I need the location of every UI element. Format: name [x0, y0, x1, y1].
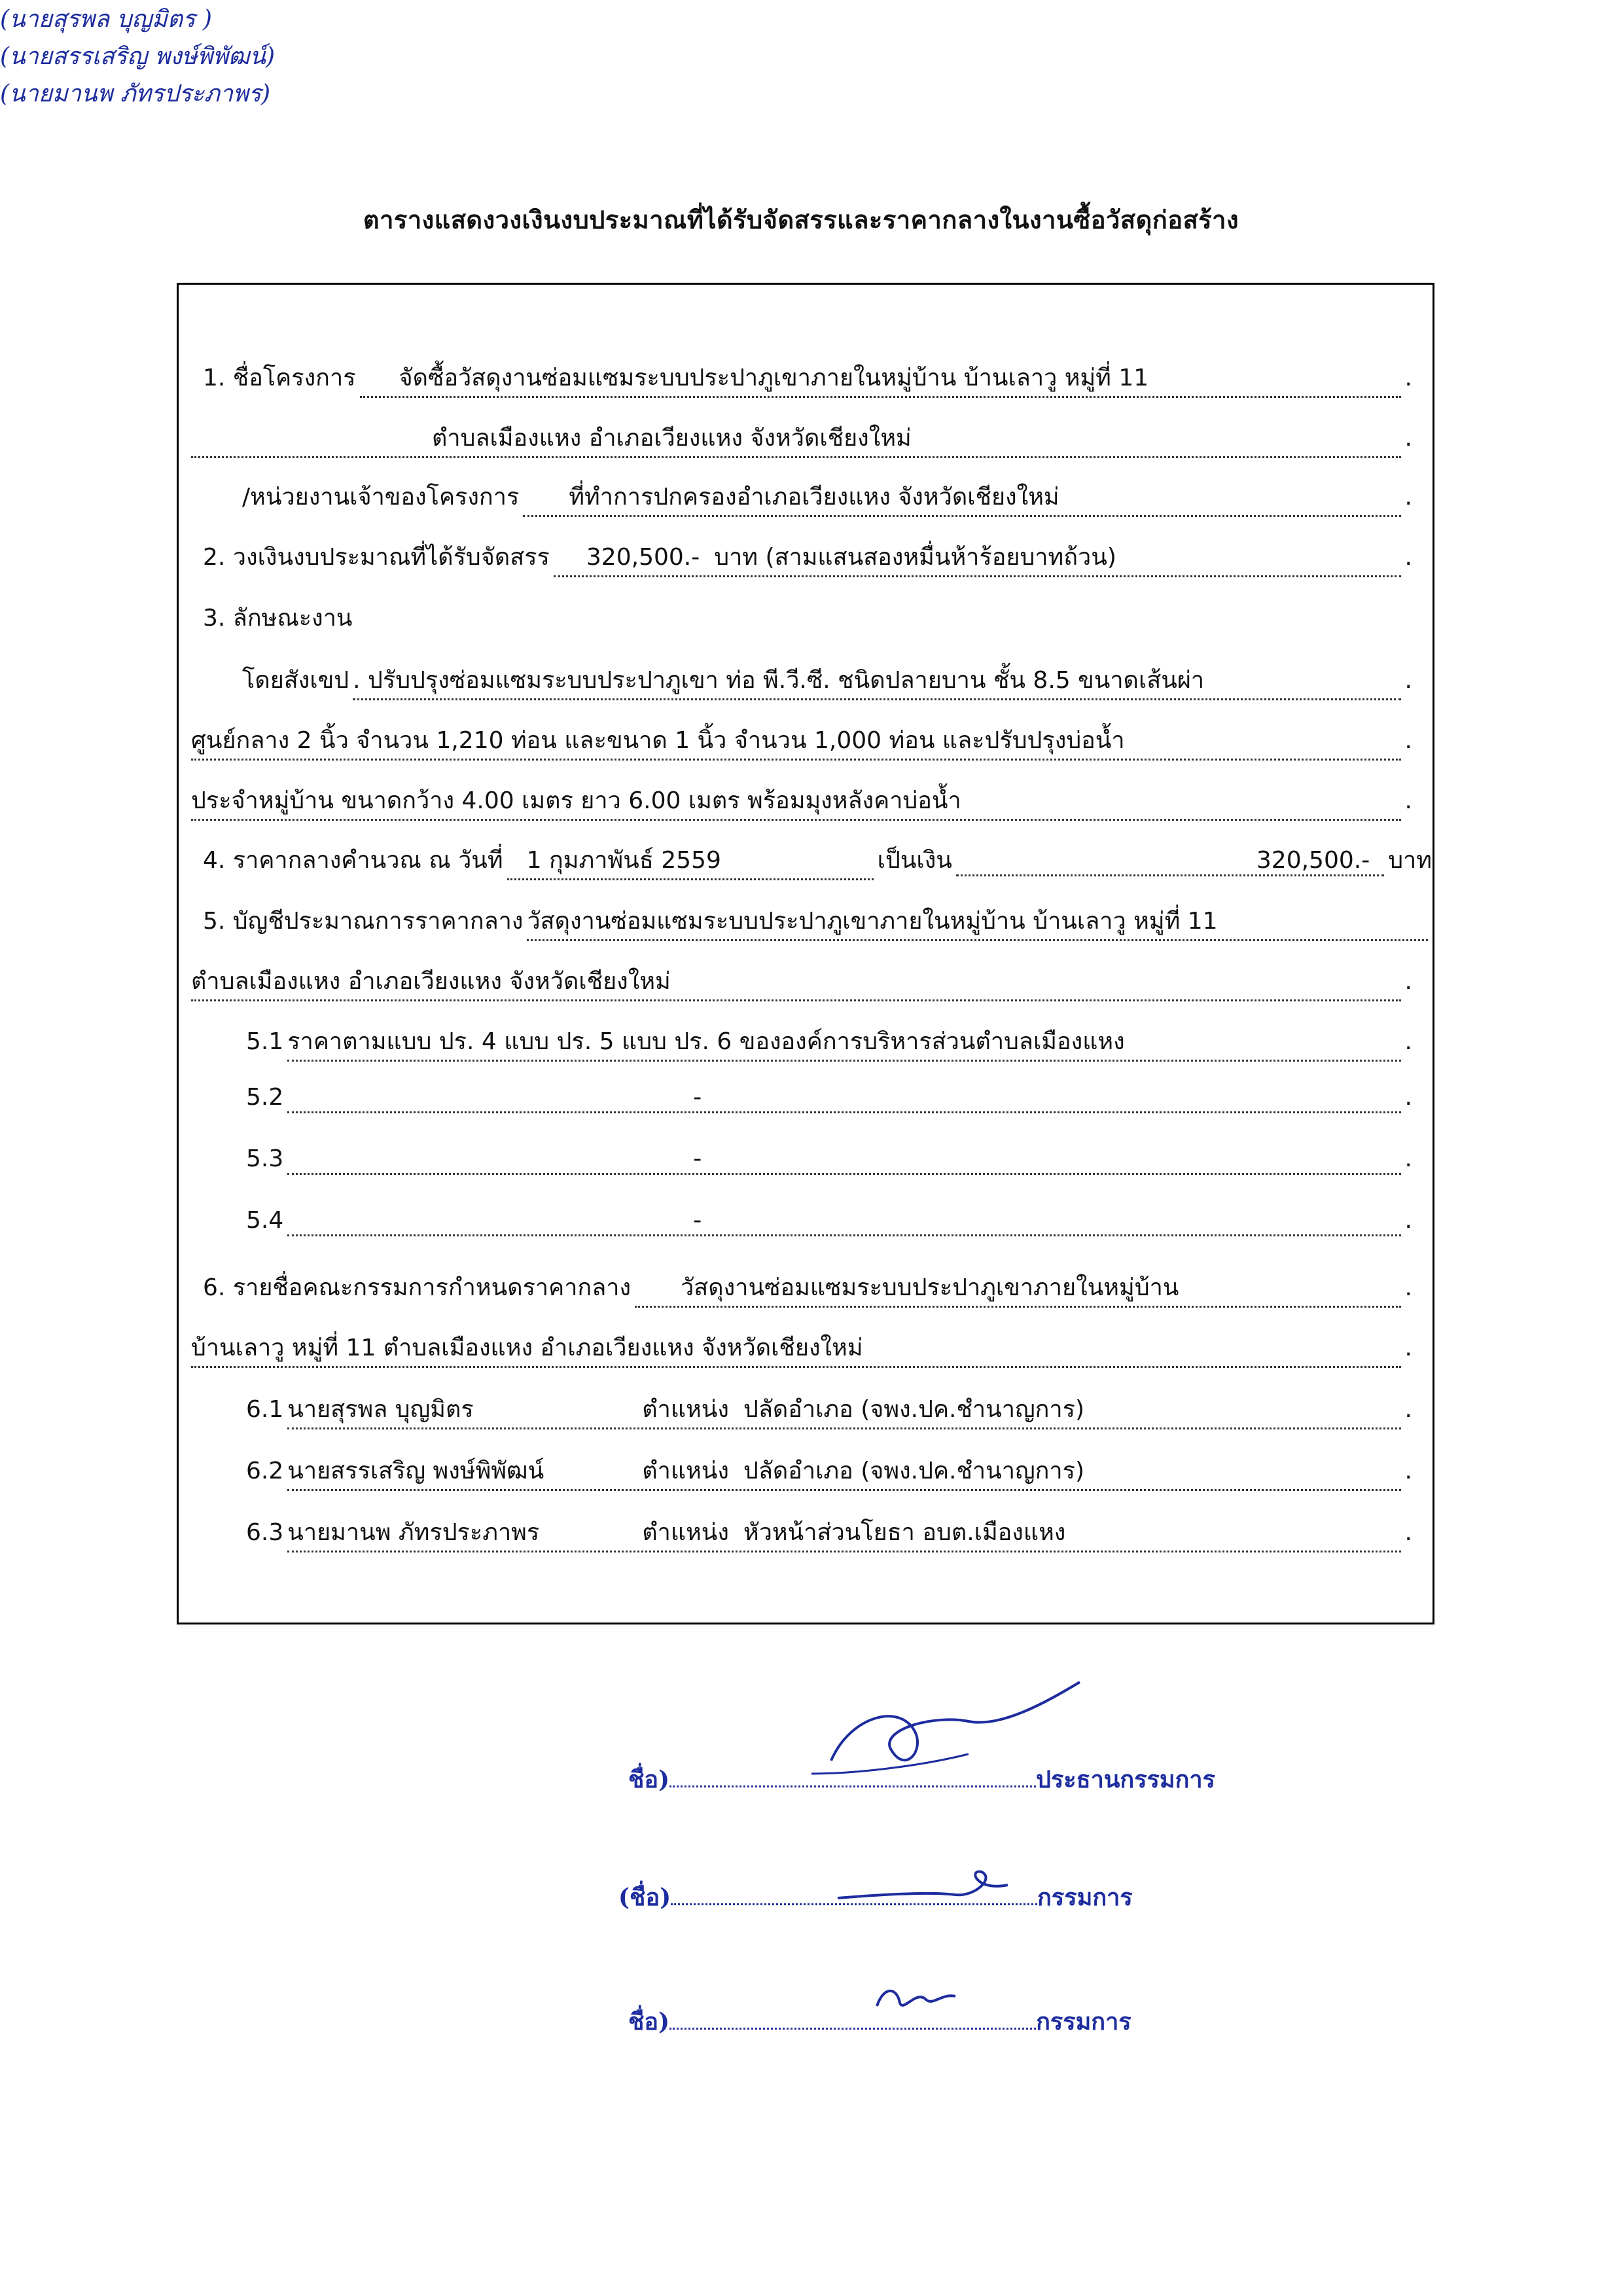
median-price-date: 1 กุมภาพันธ์ 2559: [526, 847, 721, 874]
signature-name-2: (นายสรรเสริญ พงษ์พิพัฒน์): [0, 43, 276, 70]
estimate-row: [203, 902, 1432, 941]
estimate-sub-text: ราคาตามแบบ ปร. 4 แบบ ปร. 5 แบบ ปร. 6 ขององค์การบริหารส่วนตำบลเมืองแหง: [287, 1028, 1125, 1055]
member-position: ปลัดอำเภอ (จพง.ปค.ชำนาญการ): [743, 1396, 1085, 1423]
median-price-unit: บาท: [1388, 847, 1432, 874]
estimate-sub-text: -: [693, 1207, 702, 1234]
member-name: นายสรรเสริญ พงษ์พิพัฒน์: [287, 1458, 544, 1484]
summary-label: โดยสังเขป: [242, 667, 349, 694]
median-price-money-label: เป็นเงิน: [877, 847, 952, 874]
signature-name-1: (นายสุรพล บุญมิตร ): [0, 6, 212, 33]
signature-row-3: [628, 2003, 1131, 2040]
member-position: หัวหน้าส่วนโยธา อบต.เมืองแหง: [743, 1519, 1066, 1546]
member-num: 6.3: [246, 1519, 284, 1546]
summary-line-1: . ปรับปรุงซ่อมแซมระบบประปาภูเขา ท่อ พี.วี.ซี. ชนิดปลายบาน ชั้น 8.5 ขนาดเส้นผ่า: [353, 667, 1205, 694]
estimate-sub-num: 5.1: [246, 1028, 284, 1055]
budget-text: บาท (สามแสนสองหมื่นห้าร้อยบาทถ้วน): [714, 544, 1116, 571]
work-type-label: 3. ลักษณะงาน: [203, 605, 353, 632]
signature-prefix: ชื่อ): [628, 2008, 670, 2036]
signature-name-3: (นายมานพ ภัทรประภาพร): [0, 81, 271, 107]
signature-row-2: [618, 1878, 1133, 1916]
document-title: ตารางแสดงวงเงินงบประมาณที่ได้รับจัดสรรและราคากลางในงานซื้อวัสดุก่อสร้าง: [363, 206, 1239, 234]
estimate-sub-5-3: 5.3 - .: [246, 1145, 1412, 1175]
owner-value: ที่ทำการปกครองอำเภอเวียงแหง จังหวัดเชียงใหม่: [569, 484, 1059, 511]
signature-role: กรรมการ: [1036, 2008, 1131, 2036]
owner-label: /หน่วยงานเจ้าของโครงการ: [242, 484, 520, 511]
estimate-row-2: ตำบลเมืองแหง อำเภอเวียงแหง จังหวัดเชียงใหม่ .: [191, 962, 1412, 1001]
signature-prefix: (ชื่อ): [618, 1884, 671, 1911]
committee-row-2: บ้านเลาวู หมู่ที่ 11 ตำบลเมืองแหง อำเภอเวียงแหง จังหวัดเชียงใหม่ .: [191, 1329, 1412, 1368]
budget-label: 2. วงเงินงบประมาณที่ได้รับจัดสรร: [203, 544, 550, 571]
estimate-sub-num: 5.3: [246, 1145, 284, 1172]
committee-member-6-2: 6.2 นายสรรเสริญ พงษ์พิพัฒน์ ตำแหน่ง ปลัดอำเภอ (จพง.ปค.ชำนาญการ) .: [246, 1452, 1412, 1491]
committee-line-2: บ้านเลาวู หมู่ที่ 11 ตำบลเมืองแหง อำเภอเวียงแหง จังหวัดเชียงใหม่: [191, 1335, 863, 1361]
summary-row-3: ประจำหมู่บ้าน ขนาดกว้าง 4.00 เมตร ยาว 6.00 เมตร พร้อมมุงหลังคาบ่อน้ำ .: [191, 781, 1412, 821]
summary-row-2: ศูนย์กลาง 2 นิ้ว จำนวน 1,210 ท่อน และขนาด 1 นิ้ว จำนวน 1,000 ท่อน และปรับปรุงบ่อน้ำ .: [191, 721, 1412, 761]
estimate-line-2: ตำบลเมืองแหง อำเภอเวียงแหง จังหวัดเชียงใหม่: [191, 968, 671, 995]
median-price-amount: 320,500.-: [1256, 847, 1370, 874]
member-position-label: ตำแหน่ง: [642, 1396, 729, 1423]
estimate-sub-5-4: 5.4 - .: [246, 1207, 1412, 1236]
project-location-value: ตำบลเมืองแหง อำเภอเวียงแหง จังหวัดเชียงใหม่: [432, 425, 912, 452]
signature-role: กรรมการ: [1037, 1884, 1133, 1911]
project-location-row: ตำบลเมืองแหง อำเภอเวียงแหง จังหวัดเชียงใหม่ .: [191, 419, 1412, 458]
median-price-row: [203, 841, 1432, 880]
signature-prefix: ชื่อ): [628, 1766, 670, 1793]
signature-role: ประธานกรรมการ: [1036, 1766, 1215, 1793]
estimate-sub-text: -: [693, 1145, 702, 1172]
member-name: นายสุรพล บุญมิตร: [287, 1396, 474, 1423]
summary-row-1: โดยสังเขป . ปรับปรุงซ่อมแซมระบบประปาภูเขา ท่อ พี.วี.ซี. ชนิดปลายบาน ชั้น 8.5 ขนาดเส้นผ่า .: [242, 661, 1412, 700]
project-name-label: 1. ชื่อโครงการ: [203, 365, 356, 391]
estimate-label: 5. บัญชีประมาณการราคากลาง: [203, 908, 524, 935]
estimate-sub-text: -: [693, 1084, 702, 1111]
estimate-line-1: วัสดุงานซ่อมแซมระบบประปาภูเขาภายในหมู่บ้าน บ้านเลาวู หมู่ที่ 11: [527, 908, 1218, 935]
work-type-row: [203, 599, 1412, 636]
committee-label: 6. รายชื่อคณะกรรมการกำหนดราคากลาง: [203, 1274, 632, 1301]
project-name-row: 1. ชื่อโครงการ จัดซื้อวัสดุงานซ่อมแซมระบบประปาภูเขาภายในหมู่บ้าน บ้านเลาวู หมู่ที่ 11 .: [203, 359, 1412, 398]
summary-line-3: ประจำหมู่บ้าน ขนาดกว้าง 4.00 เมตร ยาว 6.00 เมตร พร้อมมุงหลังคาบ่อน้ำ: [191, 787, 961, 814]
estimate-sub-num: 5.2: [246, 1084, 284, 1111]
project-name-value: จัดซื้อวัสดุงานซ่อมแซมระบบประปาภูเขาภายในหมู่บ้าน บ้านเลาวู หมู่ที่ 11: [399, 365, 1149, 391]
member-position-label: ตำแหน่ง: [642, 1458, 729, 1484]
member-name: นายมานพ ภัทรประภาพร: [287, 1519, 540, 1546]
member-position-label: ตำแหน่ง: [642, 1519, 729, 1546]
budget-row: 2. วงเงินงบประมาณที่ได้รับจัดสรร 320,500.- บาท (สามแสนสองหมื่นห้าร้อยบาทถ้วน) .: [203, 538, 1412, 577]
signature-row-1: [628, 1761, 1215, 1798]
estimate-sub-5-1: 5.1 ราคาตามแบบ ปร. 4 แบบ ปร. 5 แบบ ปร. 6 ขององค์การบริหารส่วนตำบลเมืองแหง .: [246, 1022, 1412, 1062]
committee-member-6-3: 6.3 นายมานพ ภัทรประภาพร ตำแหน่ง หัวหน้าส่วนโยธา อบต.เมืองแหง .: [246, 1513, 1412, 1552]
committee-line-1: วัสดุงานซ่อมแซมระบบประปาภูเขาภายในหมู่บ้าน: [681, 1274, 1179, 1301]
summary-line-2: ศูนย์กลาง 2 นิ้ว จำนวน 1,210 ท่อน และขนาด 1 นิ้ว จำนวน 1,000 ท่อน และปรับปรุงบ่อน้ำ: [191, 727, 1125, 754]
estimate-sub-num: 5.4: [246, 1207, 284, 1234]
committee-row: 6. รายชื่อคณะกรรมการกำหนดราคากลาง วัสดุงานซ่อมแซมระบบประปาภูเขาภายในหมู่บ้าน .: [203, 1268, 1412, 1308]
member-num: 6.2: [246, 1458, 284, 1484]
budget-amount: 320,500.-: [586, 544, 700, 571]
owner-row: /หน่วยงานเจ้าของโครงการ ที่ทำการปกครองอำเภอเวียงแหง จังหวัดเชียงใหม่ .: [242, 478, 1412, 517]
committee-member-6-1: 6.1 นายสุรพล บุญมิตร ตำแหน่ง ปลัดอำเภอ (จพง.ปค.ชำนาญการ) .: [246, 1390, 1412, 1429]
estimate-sub-5-2: 5.2 - .: [246, 1084, 1412, 1113]
member-position: ปลัดอำเภอ (จพง.ปค.ชำนาญการ): [743, 1458, 1085, 1484]
member-num: 6.1: [246, 1396, 284, 1423]
median-price-label: 4. ราคากลางคำนวณ ณ วันที่: [203, 847, 503, 874]
